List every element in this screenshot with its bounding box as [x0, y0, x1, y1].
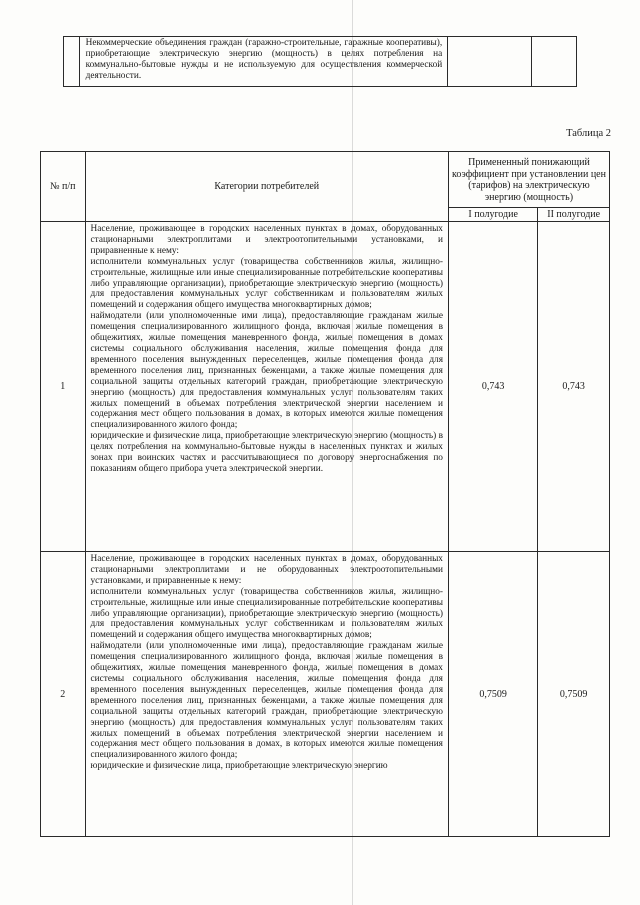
header-num: № п/п — [41, 152, 86, 222]
table-label: Таблица 2 — [566, 128, 611, 139]
header-coefficient: Примененный понижающий коэффициент при установлении цен (тарифов) на электрическую энергию (мощность) — [448, 152, 609, 208]
row-category — [85, 222, 448, 552]
header-row — [41, 152, 610, 208]
table-row — [41, 222, 610, 552]
fragment-num-cell — [64, 37, 80, 87]
category-paragraph: Население, проживающее в городских населенных пунктах в домах, оборудованных стационарными электроплитами и не оборудованных электроотопительными установками, и приравненные к нему: — [90, 554, 443, 586]
fragment-category-text: Некоммерческие объединения граждан (гаражно-строительные, гаражные кооперативы), приобретающие электрическую энергию (мощность) в целях потребления на коммунально-бытовые нужды и не используемую для осуществления коммерческой деятельности. — [85, 38, 443, 81]
category-paragraph: юридические и физические лица, приобретающие электрическую энергию (мощность) в целях потребления на коммунально-бытовые нужды в населенных пунктах и жилых зонах при воинских частях и рассчитывающиеся по договору энергоснабжения по показаниям общего прибора учета электрической энергии. — [90, 431, 443, 474]
row-half2-value: 0,7509 — [538, 552, 610, 837]
category-paragraph: исполнители коммунальных услуг (товарищества собственников жилья, жилищно-строительные, жилищные или иные специализированные потребительские кооперативы либо управляющие организации), приобретающие электрическую энергию (мощность) для предоставления коммунальных услуг собственникам и пользователям жилых помещений и содержания общего имущества многоквартирных домов; — [90, 256, 443, 311]
header-half2: II полугодие — [538, 208, 610, 222]
row-half1-value: 0,7509 — [448, 552, 537, 837]
row-half1-value: 0,743 — [448, 222, 537, 552]
table-row — [41, 552, 610, 837]
row-category — [85, 552, 448, 837]
category-paragraph: Население, проживающее в городских населенных пунктах в домах, оборудованных стационарными электроплитами и электроотопительными установками, и приравненные к нему: — [90, 224, 443, 256]
row-num: 1 — [41, 222, 86, 552]
row-half2-value: 0,743 — [538, 222, 610, 552]
category-paragraph: юридические и физические лица, приобретающие электрическую энергию — [90, 761, 388, 772]
fragment-category-cell — [79, 37, 448, 87]
row-num: 2 — [41, 552, 86, 837]
fragment-half1-cell — [448, 37, 532, 87]
header-half1: I полугодие — [448, 208, 537, 222]
previous-table-fragment — [63, 36, 577, 87]
category-paragraph: наймодатели (или уполномоченные ими лица), предоставляющие гражданам жилые помещения специализированного жилищного фонда, включая жилые помещения в общежитиях, жилые помещения маневренного фонда, жилые помещения в домах системы социального обслуживания населения, жилые помещения фонда для временного поселения вынужденных переселенцев, жилые помещения фонда для временного поселения лиц, признанных беженцами, а также жилые помещения для социальной защиты отдельных категорий граждан, приобретающие электрическую энергию (мощность) для предоставления коммунальных услуг пользователям таких жилых помещений в объемах потребления электрической энергии населением и содержания мест общего пользования в домах, в которых имеются жилые помещения специализированного жилого фонда; — [90, 311, 443, 431]
header-category: Категории потребителей — [85, 152, 448, 222]
category-paragraph: исполнители коммунальных услуг (товарищества собственников жилья, жилищно-строительные, жилищные или иные специализированные потребительские кооперативы либо управляющие организации), приобретающие электрическую энергию (мощность) для предоставления коммунальных услуг собственникам и пользователям жилых помещений и содержания общего имущества многоквартирных домов; — [90, 586, 443, 641]
tariff-coefficient-table — [40, 151, 610, 837]
category-paragraph: наймодатели (или уполномоченные ими лица), предоставляющие гражданам жилые помещения специализированного жилищного фонда, включая жилые помещения в общежитиях, жилые помещения маневренного фонда, жилые помещения в домах системы социального обслуживания населения, жилые помещения фонда для временного поселения вынужденных переселенцев, жилые помещения фонда для временного поселения лиц, признанных беженцами, а также жилые помещения для социальной защиты отдельных категорий граждан, приобретающие электрическую энергию (мощность) для предоставления коммунальных услуг пользователям таких жилых помещений в объемах потребления электрической энергии населением и содержания мест общего пользования в домах, в которых имеются жилые помещения специализированного жилого фонда; — [90, 641, 443, 761]
fragment-half2-cell — [532, 37, 577, 87]
